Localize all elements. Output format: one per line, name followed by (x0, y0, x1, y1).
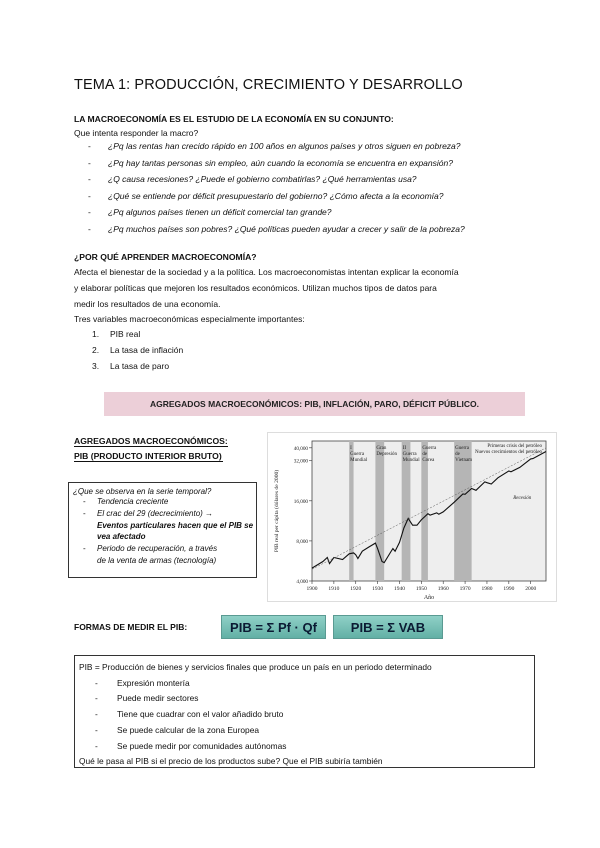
shaded-period-label: II (402, 446, 407, 451)
list-item: 3. La tasa de paro (92, 360, 170, 371)
definition-question: Qué le pasa al PIB si el precio de los productos sube? Que el PIB subiría también (79, 756, 383, 767)
list-item: 2. La tasa de inflación (92, 344, 184, 355)
gdp-chart (267, 432, 557, 602)
formas-label: FORMAS DE MEDIR EL PIB: (74, 622, 188, 632)
formula-vab: PIB = Σ VAB (333, 615, 443, 639)
paragraph-line: Afecta el bienestar de la sociedad y a la política. Los macroeconomistas intentan explicar la economía (74, 267, 459, 277)
shaded-period-label: Guerra (402, 452, 417, 457)
shaded-period-label: Gran (376, 446, 387, 451)
list-item: - Expresión montería (95, 677, 190, 688)
shaded-period-label: Guerra (455, 446, 470, 451)
definition-line: PIB = Producción de bienes y servicios finales que produce un país en un periodo determinado (79, 662, 432, 672)
macro-question: Que intenta responder la macro? (74, 128, 199, 138)
section-heading-why: ¿POR QUÉ APRENDER MACROECONOMÍA? (74, 252, 257, 262)
list-item: 1. PIB real (92, 329, 141, 339)
note-question: ¿Que se observa en la serie temporal? (73, 487, 212, 496)
definition-box (74, 655, 535, 768)
x-tick-label: 1900 (306, 586, 318, 592)
list-item: - ¿Pq las rentas han crecido rápido en 100 años en algunos países y otros siguen en pobreza? (88, 141, 461, 151)
formula-pf-qf: PIB = Σ Pf · Qf (221, 615, 326, 639)
gdp-chart-svg (268, 433, 558, 603)
x-tick-label: 1970 (459, 586, 471, 592)
annotation-top: Primeras crisis del petróleo (487, 444, 542, 449)
x-axis-label: Año (423, 595, 435, 601)
annotation-trend: Recesión (513, 496, 532, 502)
shaded-period-label: Mundial (350, 458, 368, 463)
y-axis-label: PIB real per cápita (dólares de 2000) (274, 469, 280, 553)
shaded-period-label: Vietnam (455, 458, 473, 463)
paragraph-line: medir los resultados de una economía. (74, 299, 221, 309)
page-title: TEMA 1: PRODUCCIÓN, CRECIMIENTO Y DESARROLLO (74, 77, 463, 93)
shaded-period-label: Mundial (402, 458, 420, 463)
aggregates-heading-line2: PIB (PRODUCTO INTERIOR BRUTO) (74, 451, 222, 461)
x-tick-label: 1930 (372, 586, 384, 592)
list-item: - Tendencia creciente (83, 497, 169, 506)
x-tick-label: 1910 (328, 586, 340, 592)
x-tick-label: 1980 (481, 586, 493, 592)
list-item: - Se puede medir por comunidades autónomas (95, 740, 287, 751)
list-item: - ¿Pq muchos países son pobres? ¿Qué políticas pueden ayudar a crecer y salir de la pobreza? (88, 223, 465, 234)
shaded-period-label: I (350, 446, 352, 451)
section-banner: AGREGADOS MACROECONÓMICOS: PIB, INFLACIÓN, PARO, DÉFICIT PÚBLICO. (104, 392, 525, 416)
list-item: - ¿Pq hay tantas personas sin empleo, aún cuando la economía se encuentra en expansión? (88, 157, 453, 168)
list-item: - Periodo de recuperación, a través de la venta de armas (tecnología) (83, 544, 218, 565)
paragraph-line: Tres variables macroeconómicas especialmente importantes: (74, 314, 305, 324)
shaded-period-label: Depresión (376, 452, 397, 457)
shaded-period-label: Guerra (350, 452, 365, 457)
shaded-period-label: de (422, 452, 428, 457)
y-tick-label: 40,000 (293, 445, 308, 452)
observation-note-box (68, 482, 257, 578)
x-tick-label: 1990 (503, 586, 515, 592)
x-tick-label: 1940 (393, 586, 405, 592)
definition-list (95, 676, 534, 755)
y-tick-label: 32,000 (293, 458, 308, 465)
section-heading-macro: LA MACROECONOMÍA ES EL ESTUDIO DE LA ECONOMÍA EN SU CONJUNTO: (74, 114, 394, 124)
x-tick-label: 1920 (350, 586, 362, 592)
list-item: - Tiene que cuadrar con el valor añadido bruto (95, 709, 284, 720)
variables-list (92, 327, 183, 374)
list-item: - ¿Qué se entiende por déficit presupuestario del gobierno? ¿Cómo afecta a la economía? (88, 190, 444, 201)
list-item: - ¿Q causa recesiones? ¿Puede el gobierno combatirlas? ¿Qué herramientas usa? (88, 174, 417, 185)
x-tick-label: 1950 (415, 586, 427, 592)
shaded-period-label: Corea (422, 458, 435, 463)
list-item: - Puede medir sectores (95, 693, 199, 704)
note-list (83, 496, 256, 567)
shaded-period-label: Guerra (422, 446, 437, 451)
aggregates-heading (74, 434, 228, 464)
paragraph-line: y elaborar políticas que mejoren los resultados económicos. Utilizan muchos tipos de datos para (74, 283, 437, 293)
list-item: - El crac del 29 (decrecimiento) → Eventos particulares hacen que el PIB se vea afectado (83, 508, 254, 542)
x-tick-label: 1960 (437, 586, 449, 592)
shaded-period-label: de (455, 452, 460, 457)
y-tick-label: 8,000 (296, 538, 308, 545)
x-tick-label: 2000 (525, 586, 537, 592)
annotation-right: Nuevos crecimientos del petróleo (474, 450, 542, 455)
aggregates-heading-line1: AGREGADOS MACROECONÓMICOS: (74, 436, 228, 446)
list-item: - ¿Pq algunos países tienen un déficit comercial tan grande? (88, 207, 332, 218)
y-tick-label: 16,000 (293, 498, 308, 505)
list-item: - Se puede calcular de la zona Europea (95, 724, 260, 735)
y-tick-label: 4,000 (296, 579, 308, 585)
macro-questions-list (88, 138, 465, 238)
